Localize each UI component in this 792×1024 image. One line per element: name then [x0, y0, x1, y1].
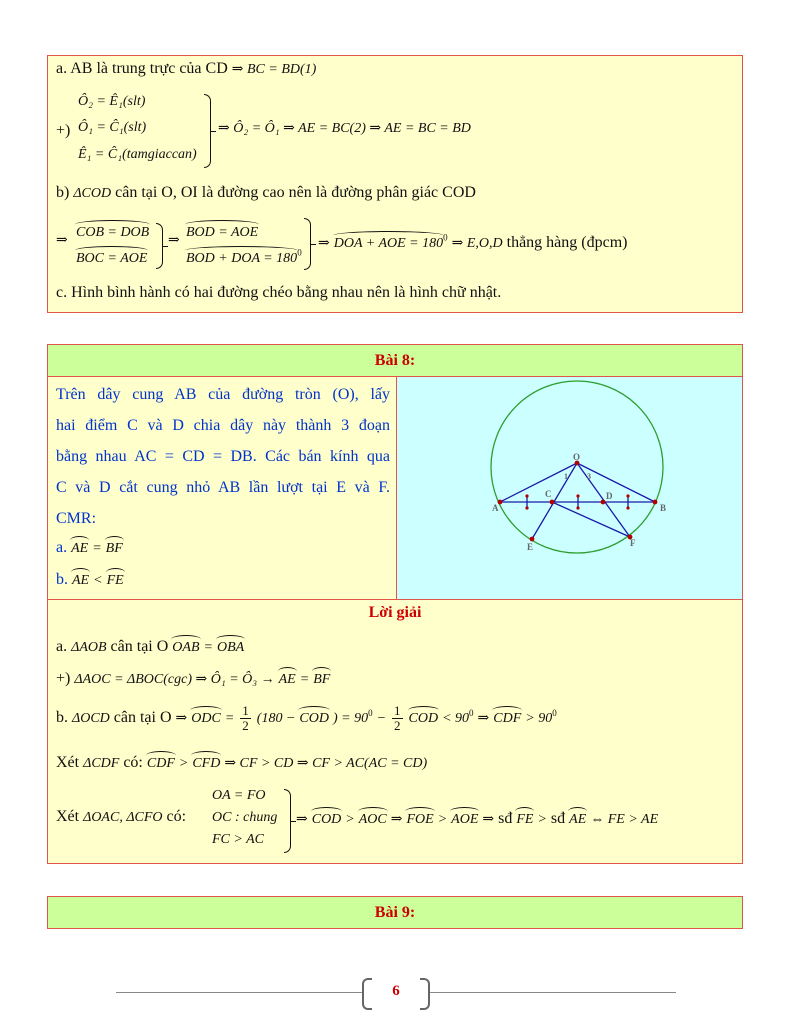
- sol7-sys-result: ⇒ Ô₂ = Ô₁ ⇒ AE = BC(2) ⇒ AE = BC = BD: [218, 121, 471, 136]
- sol7-line-c: c. Hình bình hành có hai đường chéo bằng nhau nên là hình chữ nhật.: [56, 284, 502, 301]
- bai8-question-a: a. AE = BF: [56, 539, 123, 556]
- label-angle-3: 3: [587, 472, 591, 481]
- label-angle-1: 1: [564, 472, 568, 481]
- fraction-half: $\frac{1}{2}$: [394, 703, 401, 733]
- tick-dot: [576, 494, 579, 497]
- sol7-sys-prefix: +): [56, 122, 71, 139]
- bai9-title: Bài 9:: [374, 904, 416, 921]
- bai8-solution-box: [47, 599, 743, 864]
- sol8-line-b: b. ΔOCD cân tại O ⇒ ODC = $\frac{1}{2}$ (180 − COD ) = $90^0$ − $\frac{1}{2}$ COD < $90^0$ ⇒ CDF > $90^0$: [56, 703, 557, 733]
- sol7-b-l2: BOC = AOE: [76, 247, 147, 267]
- tick-dot: [626, 494, 629, 497]
- label-e: E: [527, 542, 534, 552]
- sol8-line-a: a. ΔAOB cân tại O OAB = OBA: [56, 638, 245, 655]
- bai8-title-bar: [47, 344, 743, 377]
- tick-dot: [525, 506, 528, 509]
- tick-dot: [525, 494, 528, 497]
- point-b: [653, 500, 658, 505]
- brace-right: [156, 223, 163, 269]
- sol7-b-result: ⇒ DOA + AOE = $180^0$ ⇒ E,O,D thẳng hàng (đpcm): [318, 232, 628, 251]
- tick-dot: [626, 506, 629, 509]
- label-o: O: [573, 452, 581, 462]
- tick-dot: [576, 506, 579, 509]
- sol8-line-c: Xét ΔCDF có: CDF > CFD ⇒ CF > CD ⇒ CF > AC(AC = CD): [56, 754, 428, 771]
- fraction-half: $\frac{1}{2}$: [242, 703, 249, 733]
- solution-box-bai7: a. AB là trung trực của CD ⇒ BC = BD(1) +) Ô₂ = Ê₁(slt) Ô₁ = Ĉ₁(slt) Ê₁ = Ĉ₁(tamgiaccan) ⇒ Ô₂ = Ô₁ ⇒ AE = BC(2) ⇒ AE = BC = BD b) ΔCOD cân tại O, OI là đường cao nên là đường phân giác COD ⇒ COB = DOB BOC = AOE ⇒ BOD = AOE BOD + DOA = $180^0$ ⇒ DOA + AOE = $180^0$ ⇒ E,O,D thẳng hàng (đpcm) c. Hình bình hành có hai đường chéo bằng nhau nên là hình chữ nhật.: [47, 55, 743, 313]
- sol7-sys-2: Ô₁ = Ĉ₁(slt): [78, 120, 147, 135]
- point-d: [601, 500, 606, 505]
- footer-bracket-left: [362, 978, 372, 1010]
- segment-bo: [577, 463, 655, 502]
- bai8-figure-box: [396, 376, 743, 600]
- label-d: D: [606, 491, 613, 501]
- bai8-problem-text: Trên dây cung AB của đường tròn (O), lấy hai điểm C và D chia dây này thành 3 đoạn bằng nhau AC = CD = DB. Các bán kính qua C và D cắt cung nhỏ AB lần lượt tại E và F. CMR:: [56, 386, 390, 527]
- sol8-line-d: Xét ΔOAC, ΔCFO có:: [56, 808, 187, 825]
- footer-line-right: [430, 992, 676, 993]
- sol7-b-l1: COB = DOB: [76, 221, 149, 241]
- geometry-figure: [397, 377, 742, 599]
- page-number: 6: [392, 983, 400, 999]
- label-a: A: [492, 503, 499, 513]
- brace-right: [204, 94, 211, 168]
- label-f: F: [630, 538, 636, 548]
- sol7-b-implies: ⇒: [56, 233, 68, 248]
- sol7-b-m2: BOD + DOA = 180: [186, 247, 297, 267]
- brace-right: [284, 789, 291, 853]
- point-c: [550, 500, 555, 505]
- sol8-line-d-result: ⇒ COD > AOC ⇒ FOE > AOE ⇒ sđ FE > sđ AE ⇔ FE > AE: [296, 810, 659, 827]
- solution-title: Lời giải: [368, 604, 422, 621]
- sol7-sys-1: Ô₂ = Ê₁(slt): [78, 94, 146, 109]
- sol7-sys-3: Ê₁ = Ĉ₁(tamgiaccan): [78, 147, 197, 162]
- label-b: B: [660, 503, 667, 513]
- bai8-title: Bài 8:: [374, 352, 416, 369]
- bai8-problem-box: [47, 376, 397, 600]
- point-e: [530, 537, 535, 542]
- sol7-b-implies-2: ⇒: [168, 233, 180, 248]
- label-c: C: [545, 489, 552, 499]
- sol8-sys-2: OC : chung: [212, 810, 278, 825]
- footer: [0, 976, 792, 1010]
- segment-cf: [552, 502, 630, 537]
- bai9-title-bar: [47, 896, 743, 929]
- sol8-sys-1: OA = FO: [212, 788, 266, 803]
- sol8-line-a2: +) ΔAOC = ΔBOC(cgc) ⇒ Ô₁ = Ô₃ → AE = BF: [56, 670, 331, 687]
- sol7-line-b: b) ΔCOD cân tại O, OI là đường cao nên là đường phân giác COD: [56, 184, 476, 201]
- footer-line-left: [116, 992, 362, 993]
- brace-right: [304, 218, 311, 270]
- sol7-b-m1: BOD = AOE: [186, 221, 258, 241]
- footer-bracket-right: [420, 978, 430, 1010]
- sol8-sys-3: FC > AC: [212, 832, 264, 847]
- sol7-line-a: a. AB là trung trực của CD ⇒ BC = BD(1): [56, 60, 317, 77]
- circle-o: [491, 381, 663, 553]
- bai8-question-b: b. AE < FE: [56, 571, 124, 588]
